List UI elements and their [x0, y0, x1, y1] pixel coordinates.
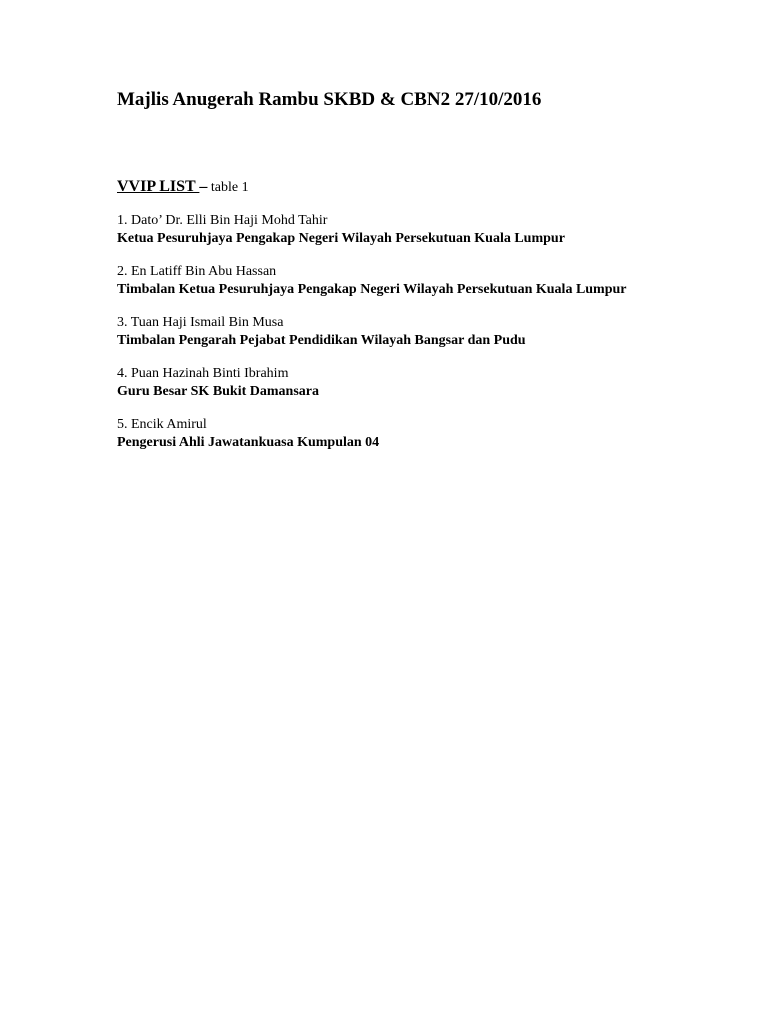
- list-heading-subtitle: table 1: [207, 180, 249, 195]
- guest-role: Ketua Pesuruhjaya Pengakap Negeri Wilayah Persekutuan Kuala Lumpur: [117, 231, 565, 246]
- guest-name: 5. Encik Amirul: [117, 417, 207, 432]
- guest-role: Timbalan Ketua Pesuruhjaya Pengakap Negeri Wilayah Persekutuan Kuala Lumpur: [117, 282, 627, 297]
- list-item: [117, 314, 637, 349]
- list-item: [117, 263, 637, 298]
- guest-name: 3. Tuan Haji Ismail Bin Musa: [117, 315, 284, 330]
- list-heading: [117, 176, 249, 199]
- guest-name: 2. En Latiff Bin Abu Hassan: [117, 264, 277, 279]
- guest-role: Guru Besar SK Bukit Damansara: [117, 384, 319, 399]
- guest-role: Timbalan Pengarah Pejabat Pendidikan Wilayah Bangsar dan Pudu: [117, 333, 526, 348]
- document-title: Majlis Anugerah Rambu SKBD & CBN2 27/10/2016: [117, 89, 542, 110]
- list-item: [117, 365, 637, 400]
- list-heading-dash: –: [199, 178, 208, 195]
- list-item: [117, 416, 637, 451]
- vvip-list: [117, 212, 637, 467]
- guest-name: 4. Puan Hazinah Binti Ibrahim: [117, 366, 289, 381]
- guest-role: Pengerusi Ahli Jawatankuasa Kumpulan 04: [117, 435, 380, 450]
- list-heading-label: VVIP LIST: [117, 178, 200, 195]
- list-item: [117, 212, 637, 247]
- guest-name: 1. Dato’ Dr. Elli Bin Haji Mohd Tahir: [117, 213, 328, 228]
